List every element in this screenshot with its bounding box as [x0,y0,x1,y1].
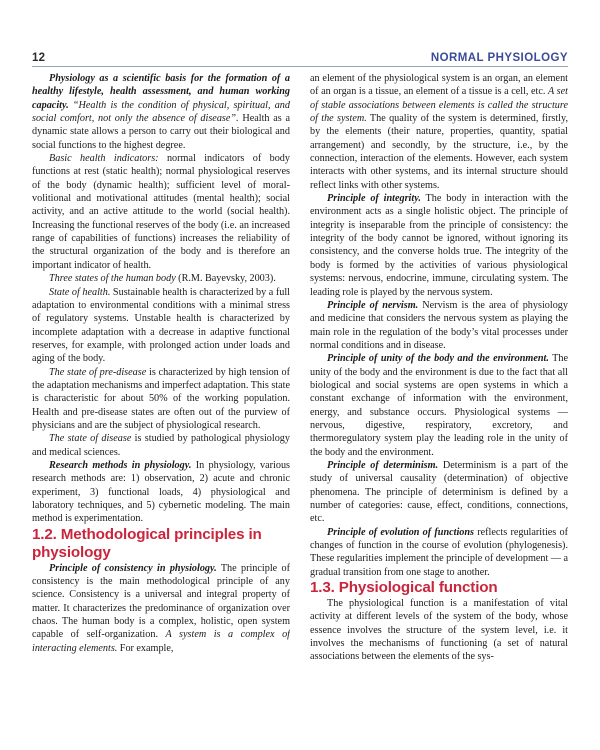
paragraph-text: is characterized by high tension of the adaptation mechanisms and imperfect adaptation. This state is characteristic for about 50% of the working population. Health and pre-disease states are often out of the purview of physicians and are the subject of physiological research. [32,366,290,431]
definition-italic: A set of stable associations between elements is called the structure of the system. [310,86,568,125]
run-in-italic: State of health. [49,286,111,298]
run-in-heading: Physiology as a scientific basis for the formation of a healthy lifestyle, health assessment, and human working capacity. [32,73,290,111]
page-number: 12 [32,52,46,64]
body-columns [32,72,568,734]
quoted-definition: “Health is the condition of physical, spiritual, and social comfort, not only the absence of disease”. [32,99,290,125]
definition-italic: A system is a complex of interacting elements. [32,629,290,654]
paragraph-text-tail: For example, [117,642,174,654]
paragraph-text: Determinism is a part of the study of universal causality (determination) of objective phenomena. The principle of determinism is defined by a number of categories: cause, effect, conditions, connections, etc. [310,459,568,525]
paragraph-three-states [32,272,290,285]
running-head [32,44,568,67]
paragraph-principle-of-consistency [32,562,290,655]
run-in-heading: Principle of integrity. [327,193,421,205]
left-column [32,72,290,734]
paragraph-physiological-function [310,597,568,664]
run-in-heading: Principle of evolution of functions [327,526,475,538]
paragraph-text: is studied by pathological physiology and medical sciences. [32,433,290,458]
paragraph-principle-of-determinism [310,459,568,526]
run-in-heading: Principle of consistency in physiology. [49,562,217,574]
run-in-italic: The state of disease [49,433,132,445]
paragraph-text: Sustainable health is characterized by a full adaptation to environmental conditions with a minimal stress of regulatory systems. Unstable health is characterized by incomplete adaptation with a decrease in adaptive functional reserves, for example, with prolonged action under loads and aging of the body. [32,286,290,365]
paragraph-principle-of-nervism [310,299,568,352]
paragraph-principle-of-unity [310,352,568,459]
paragraph-text: The quality of the system is determined, firstly, by the elements (their nature, properties, quantity, spatial arrangement) and secondly, by the structure, i.e., by the connection, interaction of the elements. However, each system interacts with other systems, and its internal structure should reflect links with other systems. [310,113,568,191]
paragraph-state-of-health [32,286,290,366]
section-heading-1-3: 1.3. Physiological function [310,579,498,597]
paragraph-pre-disease [32,366,290,433]
run-in-heading: Research methods in physiology. [49,459,192,471]
paragraph-text: The physiological function is a manifestation of vital activity at different levels of the system of the body, whose essence involves the structure of the system level, i.e. it involves the mechanisms of functioning (a set of natural associations between the elements of the sys- [310,598,568,663]
paragraph-text: In physiology, various research methods are: 1) observation, 2) acute and chronic experiment, 3) functional loads, 4) physiological and laboratory techniques, and 5) cybernetic modeling. The main method is experimentation. [32,459,290,525]
paragraph-continuation-system-elements [310,72,568,192]
run-in-italic: Basic health indicators: [49,153,159,165]
paragraph-text: Nervism is the area of physiology and medicine that considers the nervous system as playing the main role in the regulation of the body’s vital processes under normal conditions and in disease. [310,299,568,351]
section-heading-1-2: 1.2. Methodological principles in physiology [32,525,262,561]
paragraph-text-lead: an element of the physiological system is an organ, an element of an organ is a tissue, an element of a tissue is a cell, etc. [310,73,568,98]
paragraph-state-of-disease [32,432,290,459]
paragraph-text: The principle of consistency is the main methodological principle of any science. Consistency is a universal and integral property of matter. It characterizes the predominance of organization over chaos. The human body is a complex, holistic, open system capable of self-organization. [32,562,290,641]
running-head-title: NORMAL PHYSIOLOGY [430,52,568,64]
paragraph-text: normal indicators of body functions at rest (static health); normal physiological reserves of the body (dynamic health); sufficient level of moral-volitional and motivational attitudes (mental health); social activity, and an active attitude to the world (social health). Increasing the functional reserves of the body (i.e. an increased range of capabilities of functions) increases the reliability of the structural organization of the body and is therefore an important indicator of health. [32,153,290,271]
run-in-heading: Principle of unity of the body and the environment. [327,353,549,365]
right-column [310,72,568,734]
paragraph-text: Health as a dynamic state allows a person to carry out their biological and social functions to the highest degree. [32,113,290,151]
paragraph-text: The unity of the body and the environment is due to the fact that all biological and social systems are open systems in which a constant exchange of information with the environment, energy, and substance occurs. Physiological systems — nervous, digestive, respiratory, excretory, and thermoregulatory system play the leading role in the unity of the body and the environment. [310,353,568,458]
paragraph-research-methods [32,459,290,526]
paragraph-text: reflects regularities of changes of function in the course of evolution (phylogenesis). These regularities implement the principle of development — a gradual transition from one stage to another. [310,526,568,578]
paragraph-principle-of-integrity [310,192,568,299]
paragraph-text: The body in interaction with the environment acts as a single holistic object. The principle of integrity is inseparable from the principle of consistency: the integrity of the body cannot be ignored, without ignoring its consistency, and the converse holds true. The integrity of the body is formed by the activities of various physiological systems: nervous, endocrine, immune, circulating system. The leading role is played by the nervous system. [310,193,568,298]
paragraph-text: (R.M. Bayevsky, 2003). [175,273,276,285]
run-in-italic: Three states of the human body [49,273,176,285]
run-in-italic: The state of pre-disease [49,366,147,378]
run-in-heading: Principle of determinism. [327,459,439,471]
paragraph-health-definition [32,72,290,152]
paragraph-principle-of-evolution [310,526,568,579]
paragraph-basic-health-indicators [32,152,290,272]
run-in-heading: Principle of nervism. [327,299,419,311]
